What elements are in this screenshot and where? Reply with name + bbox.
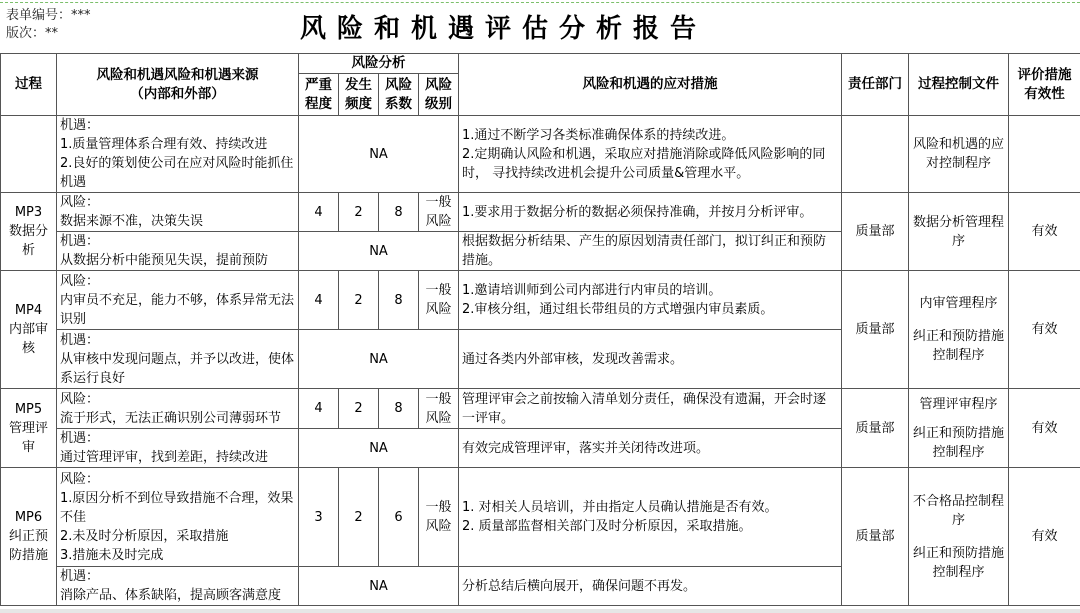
level-value: 一般风险 [419, 389, 459, 429]
control-doc-1: 不合格品控制程序 [912, 493, 1004, 528]
risk-measures: 1. 对相关人员培训，并由指定人员确认措施是否有效。 2. 质量部监督相关部门及时分析原因，采取措施。 [459, 468, 842, 567]
analysis-na: NA [299, 429, 459, 468]
header-row-1 [1, 54, 1080, 74]
control-doc-2: 纠正和预防措施控制程序 [912, 425, 1004, 460]
risk-measures: 管理评审会之前按输入清单划分责任，确保没有遗漏，开会时逐一评审。 [459, 389, 842, 429]
col-measures: 风险和机遇的应对措施 [459, 54, 842, 116]
control-doc-mp4 [909, 271, 1009, 389]
col-severity: 严重 程度 [299, 74, 339, 116]
severity-value: 3 [299, 468, 339, 567]
col-analysis: 风险分析 [299, 54, 459, 74]
risk-source: 风险： 1.原因分析不到位导致措施不合理，效果不佳 2.未及时分析原因，采取措施 3.措施未及时完成 [57, 468, 299, 567]
department-mp3: 质量部 [842, 193, 909, 271]
col-process: 过程 [1, 54, 57, 116]
frequency-value: 2 [339, 389, 379, 429]
risk-source: 风险： 数据来源不准，决策失误 [57, 193, 299, 232]
process-mp3: MP3 数据分析 [1, 193, 57, 271]
analysis-na: NA [299, 567, 459, 606]
effectiveness-mp5: 有效 [1009, 389, 1080, 468]
col-frequency: 发生 频度 [339, 74, 379, 116]
process-mp4: MP4 内部审核 [1, 271, 57, 389]
opportunity-source: 机遇： 消除产品、体系缺陷，提高顾客满意度 [57, 567, 299, 606]
form-number: 表单编号：*** [6, 8, 91, 23]
horizontal-scrollbar[interactable] [0, 609, 1080, 613]
table-row-general [1, 116, 1080, 193]
effectiveness-cell-empty [1009, 116, 1080, 193]
department-mp5: 质量部 [842, 389, 909, 468]
col-coefficient: 风险 系数 [379, 74, 419, 116]
control-doc-2: 纠正和预防措施控制程序 [912, 329, 1004, 363]
col-level: 风险 级别 [419, 74, 459, 116]
control-doc-1: 管理评审程序 [919, 396, 998, 412]
risk-source: 风险： 内审员不充足，能力不够，体系异常无法识别 [57, 271, 299, 330]
analysis-na: NA [299, 232, 459, 271]
risk-table [0, 53, 1080, 606]
analysis-na: NA [299, 330, 459, 389]
process-mp5: MP5 管理评审 [1, 389, 57, 468]
effectiveness-mp6: 有效 [1009, 468, 1080, 606]
source-cell: 机遇： 1.质量管理体系合理有效、持续改进 2.良好的策划使公司在应对风险时能抓住机遇 [57, 116, 299, 193]
control-doc-mp3: 数据分析管理程序 [909, 193, 1009, 271]
process-mp6: MP6 纠正预防措施 [1, 468, 57, 606]
control-doc-cell: 风险和机遇的应对控制程序 [909, 116, 1009, 193]
level-value: 一般风险 [419, 468, 459, 567]
effectiveness-mp3: 有效 [1009, 193, 1080, 271]
table-row-mp6-risk [1, 468, 1080, 567]
coefficient-value: 8 [379, 389, 419, 429]
opportunity-measures: 通过各类内外部审核，发现改善需求。 [459, 330, 842, 389]
level-value: 一般风险 [419, 193, 459, 232]
frequency-value: 2 [339, 193, 379, 232]
col-effectiveness: 评价措施 有效性 [1009, 54, 1080, 116]
risk-measures: 1.要求用于数据分析的数据必须保持准确，并按月分析评审。 [459, 193, 842, 232]
department-mp6: 质量部 [842, 468, 909, 606]
page-title: 风险和机遇评估分析报告 [300, 14, 708, 44]
opportunity-measures: 有效完成管理评审，落实并关闭待改进项。 [459, 429, 842, 468]
control-doc-mp5 [909, 389, 1009, 468]
severity-value: 4 [299, 271, 339, 330]
opportunity-source: 机遇： 通过管理评审，找到差距，持续改进 [57, 429, 299, 468]
level-value: 一般风险 [419, 271, 459, 330]
frequency-value: 2 [339, 271, 379, 330]
col-control-doc: 过程控制文件 [909, 54, 1009, 116]
department-mp4: 质量部 [842, 271, 909, 389]
analysis-na: NA [299, 116, 459, 193]
col-source: 风险和机遇风险和机遇来源 （内部和外部） [57, 54, 299, 116]
severity-value: 4 [299, 193, 339, 232]
control-doc-2: 纠正和预防措施控制程序 [912, 545, 1004, 580]
coefficient-value: 8 [379, 271, 419, 330]
severity-value: 4 [299, 389, 339, 429]
measures-cell: 1.通过不断学习各类标准确保体系的持续改进。 2.定期确认风险和机遇，采取应对措施消除或降低风险影响的同时， 寻找持续改进机会提升公司质量&管理水平。 [459, 116, 842, 193]
control-doc-1: 内审管理程序 [919, 296, 998, 311]
risk-measures: 1.邀请培训师到公司内部进行内审员的培训。 2.审核分组，通过组长带组员的方式增强内审员素质。 [459, 271, 842, 330]
table-row-mp3-risk [1, 193, 1080, 232]
opportunity-source: 机遇： 从审核中发现问题点，并予以改进，使体系运行良好 [57, 330, 299, 389]
coefficient-value: 6 [379, 468, 419, 567]
effectiveness-mp4: 有效 [1009, 271, 1080, 389]
table-row-mp5-risk [1, 389, 1080, 429]
opportunity-measures: 根据数据分析结果、产生的原因划清责任部门，拟订纠正和预防措施。 [459, 232, 842, 271]
version-label: 版次：** [6, 26, 59, 41]
risk-source: 风险： 流于形式，无法正确识别公司薄弱环节 [57, 389, 299, 429]
frequency-value: 2 [339, 468, 379, 567]
coefficient-value: 8 [379, 193, 419, 232]
col-department: 责任部门 [842, 54, 909, 116]
opportunity-measures: 分析总结后横向展开，确保问题不再发。 [459, 567, 842, 606]
control-doc-mp6 [909, 468, 1009, 606]
table-row-mp4-risk [1, 271, 1080, 330]
process-cell-empty [1, 116, 57, 193]
sheet-top-border [0, 2, 1080, 3]
department-cell-empty [842, 116, 909, 193]
opportunity-source: 机遇： 从数据分析中能预见失误，提前预防 [57, 232, 299, 271]
